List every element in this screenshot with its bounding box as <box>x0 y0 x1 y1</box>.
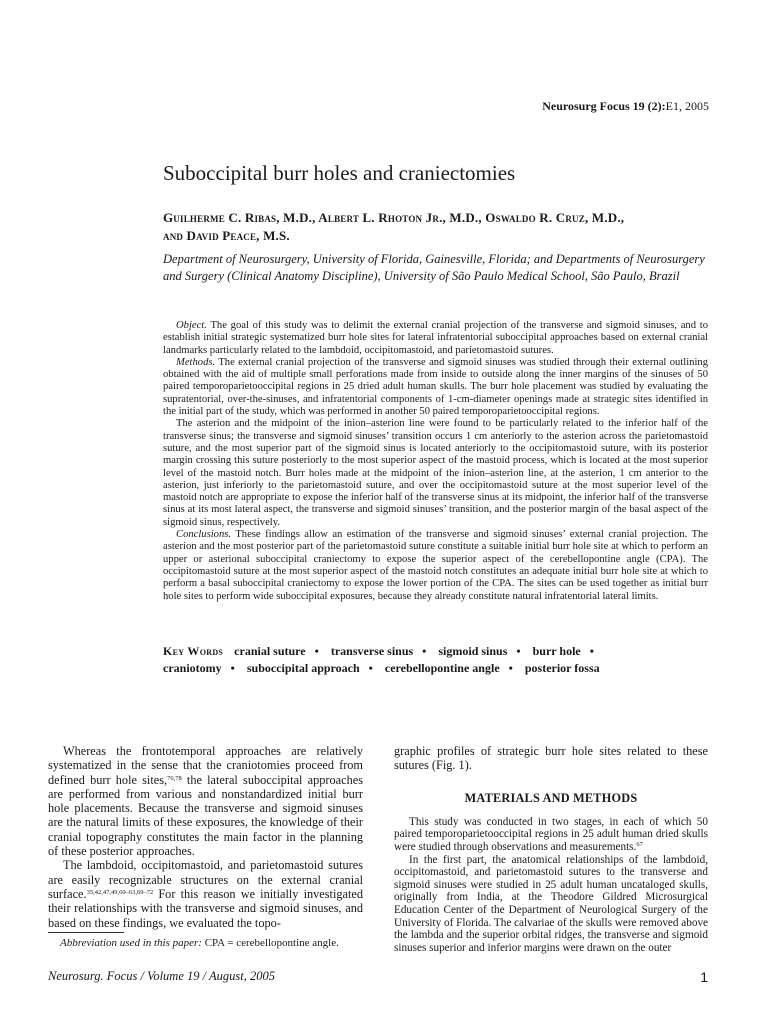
keyword: suboccipital approach <box>246 661 360 675</box>
body-text: the lateral suboccipital approaches are performed from various and nonstandardized initial burr hole placements. Because the transverse and sigmoid sinuses are the natural limits of these exposures, the knowledge of their cranial topography constitutes the main factor in the planning of these posterior approaches. <box>48 772 363 859</box>
keyword: posterior fossa <box>524 661 600 675</box>
citation-ref: 76,78 <box>167 774 182 782</box>
footnote-divider <box>48 932 124 933</box>
abstract-results: The asterion and the midpoint of the inion–asterion line were found to be particularly related to the inferior half of the transverse sinus; the transverse and sigmoid sinuses’ transition occurs 1 cm anteriorly to the asterion across the parietomastoid suture, and the most superior part of the sigmoid sinus is located anteriorly to the occipitomastoid suture, with its posterior margin crossing this suture posteriorly to the most superior aspect of the mastoid process, which is located at the most superior level of the mastoid notch. Burr holes made at the midpoint of the inion–asterion line, at the asterion, 1 cm anterior to the asterion, just inferiorly to the parietomastoid suture, and over the occipitomastoid suture at the most superior level of the mastoid notch are appropriate to expose the inferior half of the transverse sinus at its midpoint, the inferior half of the transverse sinus at its most lateral aspect, the transverse and sigmoid sinuses’ transition, and the posterior margin of the basal aspect of the sigmoid sinus, respectively. <box>163 418 708 528</box>
citation-ref: 67 <box>636 841 643 849</box>
keyword: cranial suture <box>234 644 306 658</box>
article-title: Suboccipital burr holes and craniectomies <box>163 161 516 185</box>
abstract-methods-head: Methods. <box>176 356 216 368</box>
body-paragraph <box>48 858 363 929</box>
keyword-separator: • <box>422 644 427 658</box>
keyword-separator: • <box>230 661 235 675</box>
body-paragraph: graphic profiles of strategic burr hole sites related to these sutures (Fig. 1). <box>394 744 708 773</box>
footnote-text: CPA = cerebellopontine angle. <box>201 937 339 949</box>
keywords <box>163 643 723 677</box>
journal-reference <box>542 99 709 114</box>
abstract-conclusions-text: These findings allow an estimation of the transverse and sigmoid sinuses’ external cranial projection. The asterion and the most posterior part of the parietomastoid suture constitute a suitable initial burr hole site at which to perform an upper or asterional suboccipital craniectomy to expose the superior aspect of the cerebellopontine angle (CPA). The occipitomastoid suture at the most superior aspect of the mastoid notch constitutes an adequate initial burr hole site at which to perform a basal suboccipital craniectomy to expose the lower portion of the CPA. The sites can be used together as initial burr hole sites to perform wide suboccipital exposures, because they already constitute natural infratentorial lateral limits. <box>163 529 708 602</box>
keyword: cerebellopontine angle <box>384 661 500 675</box>
body-text: For this reason we initially investigated their relationships with the transverse and sigmoid sinuses, and based on these findings, we evaluated the topo- <box>48 886 363 930</box>
abstract-conclusions <box>163 529 708 603</box>
page-number: 1 <box>700 969 708 985</box>
author-3: Oswaldo R. Cruz, M.D., <box>485 210 625 225</box>
abstract-object-text: The goal of this study was to delimit the external cranial projection of the transverse and sigmoid sinuses, and to establish initial strategic systematized burr hole sites for lateral infratentorial suboccipital approaches based on external cranial landmarks particularly related to the lambdoid, occipitomastoid, and parietomastoid sutures. <box>163 320 708 356</box>
abstract-methods-text: The external cranial projection of the transverse and sigmoid sinuses was studied through their external outlining obtained with the aid of multiple small perforations made from inside to outside along the inner margins of the sinuses of 50 paired temporoparietooccipital regions in 25 dried adult human skulls. The burr hole placement was studied by evaluating the supratentorial, over-the-sinuses, and infratentorial components of 1-cm-diameter openings made at strategic sites identified in the initial part of the study, which was performed in another 50 paired temporoparietooccipital regions. <box>163 356 708 418</box>
keyword: craniotomy <box>163 661 222 675</box>
author-1: Guilherme C. Ribas, M.D., <box>163 210 316 225</box>
author-2: Albert L. Rhoton Jr., M.D., <box>318 210 482 225</box>
abstract-conclusions-head: Conclusions. <box>176 529 232 541</box>
abstract <box>163 320 708 603</box>
body-column-left <box>48 744 363 930</box>
affiliation: Department of Neurosurgery, University of Florida, Gainesville, Florida; and Departments of Neurosurgery and Surgery (Clinical Anatomy Discipline), University of São Paulo Medical School, São Paulo, Brazil <box>163 252 705 283</box>
footnote-label: Abbreviation used in this paper: <box>60 937 202 949</box>
abstract-methods <box>163 357 708 418</box>
citation-ref: 35,42,47,49,60–63,69–72 <box>86 888 154 896</box>
body-paragraph <box>394 816 708 854</box>
footer-citation: Neurosurg. Focus / Volume 19 / August, 2005 <box>48 969 275 983</box>
body-column-right <box>394 744 708 954</box>
keywords-label: Key Words <box>163 644 224 658</box>
body-text: This study was conducted in two stages, in each of which 50 paired temporoparietooccipital regions in 25 adult human dried skulls were studied through observations and measurements. <box>394 815 708 854</box>
author-list <box>163 209 713 245</box>
abstract-object <box>163 320 708 357</box>
article-id: E1, 2005 <box>665 99 709 113</box>
body-text: Whereas the frontotemporal approaches are relatively systematized in the sense that the craniotomies proceed from defined burr hole sites, <box>48 744 363 787</box>
section-heading: MATERIALS AND METHODS <box>464 790 638 805</box>
body-paragraph <box>48 744 363 858</box>
keyword: transverse sinus <box>330 644 414 658</box>
keyword-separator: • <box>589 644 594 658</box>
author-4: and David Peace, M.S. <box>163 228 290 243</box>
footnote <box>60 937 339 949</box>
body-paragraph: In the first part, the anatomical relationships of the lambdoid, occipitomastoid, and parietomastoid sutures to the transverse and sigmoid sinuses were studied in 25 adult human uncataloged skulls, originally from India, at the Theodore Gildred Microsurgical Education Center of the Department of Neurological Surgery of the University of Florida. The calvariae of the skulls were removed above the lambda and the superior orbital ridges, the transverse and sigmoid sinuses superior and inferior margins were drawn on the outer <box>394 853 708 954</box>
body-text: The lambdoid, occipitomastoid, and parietomastoid sutures are easily recognizable structures on the external cranial surface. <box>48 858 363 901</box>
methods-text-block <box>394 816 708 955</box>
journal-name: Neurosurg Focus 19 (2): <box>542 99 666 113</box>
keyword: sigmoid sinus <box>438 644 508 658</box>
keyword-separator: • <box>508 661 513 675</box>
keyword: burr hole <box>532 644 581 658</box>
keyword-separator: • <box>368 661 373 675</box>
keyword-separator: • <box>516 644 521 658</box>
keyword-separator: • <box>314 644 319 658</box>
abstract-object-head: Object. <box>176 320 207 331</box>
